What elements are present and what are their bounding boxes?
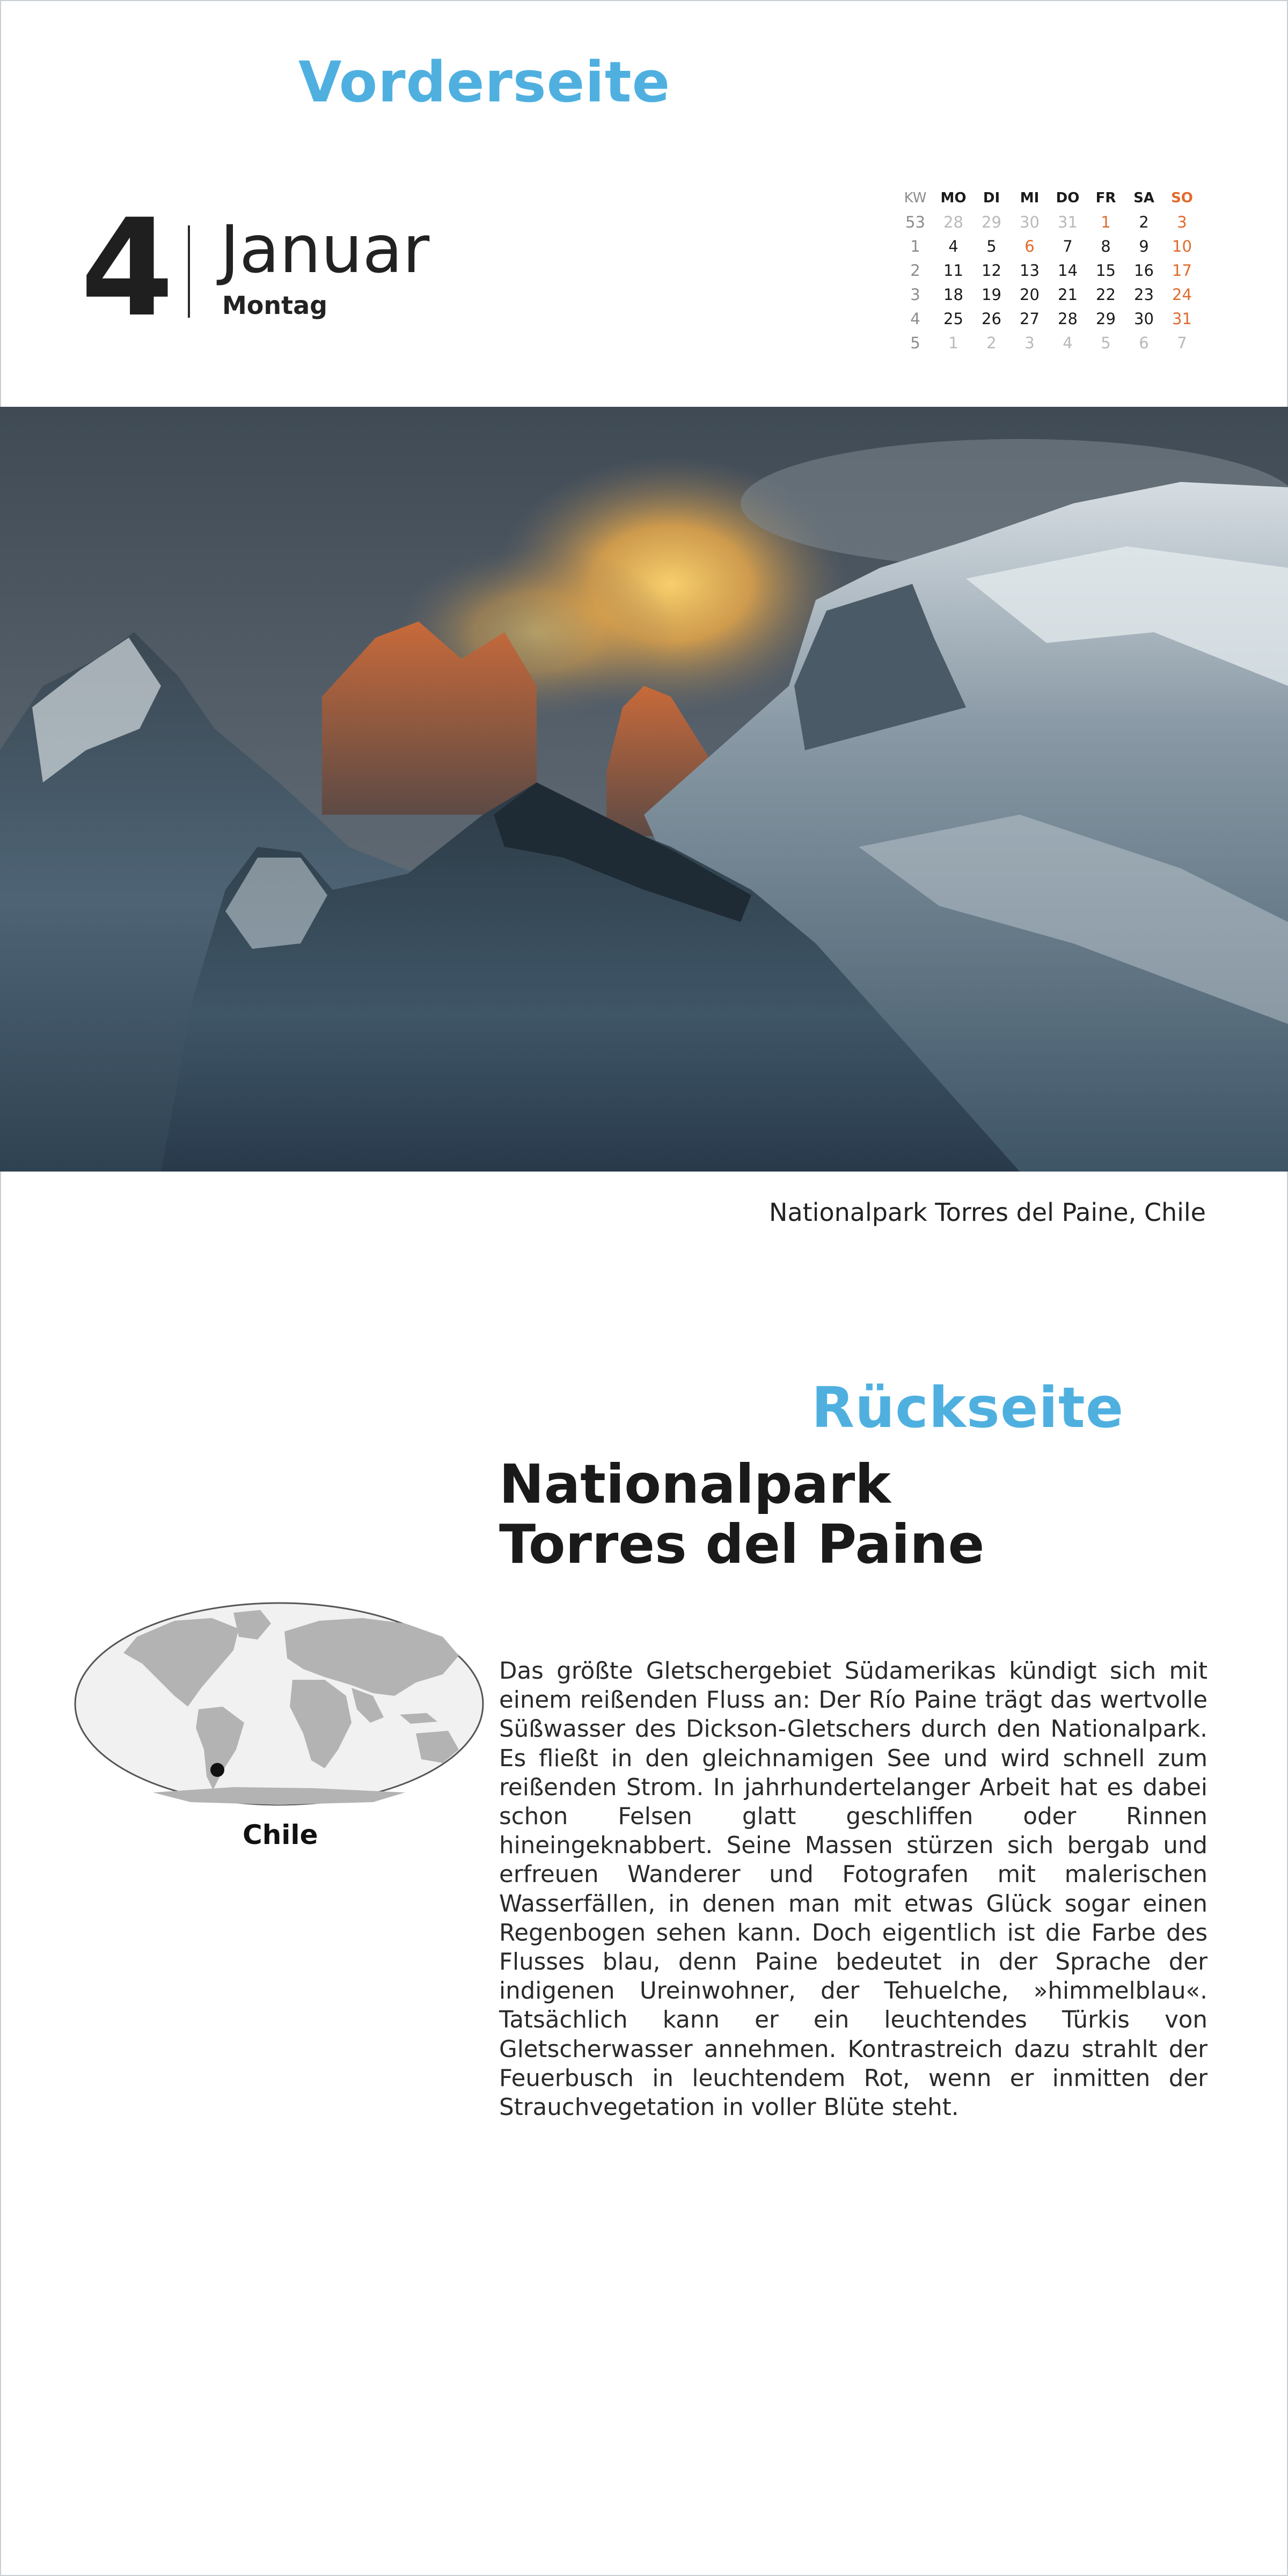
- calendar-day: 6: [1139, 333, 1149, 352]
- mountain-photo-illustration: [0, 407, 1288, 1172]
- day-number: 4: [80, 190, 174, 346]
- calendar-week-number: 1: [910, 237, 920, 255]
- calendar-week-row: [896, 210, 1201, 234]
- date-divider: [188, 225, 190, 318]
- calendar-day: 29: [1096, 309, 1116, 328]
- calendar-header-mo: MO: [940, 189, 967, 206]
- calendar-day: 1: [948, 333, 958, 352]
- calendar-week-number: 53: [905, 213, 925, 231]
- calendar-day: 11: [943, 261, 963, 280]
- calendar-day: 25: [943, 309, 963, 328]
- calendar-day: 7: [1177, 333, 1187, 352]
- calendar-day: 28: [943, 213, 963, 231]
- calendar-day: 30: [1020, 213, 1040, 231]
- calendar-day: 4: [948, 237, 958, 255]
- calendar-week-row: [896, 306, 1201, 331]
- calendar-day: 24: [1172, 285, 1192, 304]
- calendar-week-number: 4: [910, 309, 920, 328]
- calendar-day: 31: [1058, 213, 1078, 231]
- calendar-day: 21: [1058, 285, 1078, 304]
- calendar-header-kw: KW: [904, 189, 927, 206]
- calendar-day: 20: [1020, 285, 1040, 304]
- calendar-header-do: DO: [1056, 189, 1080, 206]
- calendar-day: 6: [1024, 237, 1035, 255]
- calendar-day: 14: [1058, 261, 1078, 280]
- calendar-day: 2: [986, 333, 997, 352]
- calendar-day: 10: [1172, 237, 1192, 255]
- mini-calendar: [896, 186, 1201, 355]
- landscape-photo: [0, 407, 1288, 1172]
- calendar-week-row: [896, 282, 1201, 306]
- back-side-label: Rückseite: [811, 1375, 1124, 1440]
- calendar-week-number: 2: [910, 261, 920, 280]
- calendar-day: 7: [1063, 237, 1073, 255]
- world-map: [72, 1599, 486, 1809]
- calendar-day: 1: [1101, 213, 1111, 231]
- description-text: Das größte Gletschergebiet Südamerikas kündigt sich mit einem reißenden Fluss an: Der Río Paine trägt das wertvolle Süßwasser des Dickson-Gletschers durch den Nationalpark. Es fließt in den gleichnamigen See und wird schnell zum reißenden Strom. In jahrhundertelanger Arbeit hat es dabei schon Felsen glatt geschliffen oder Rinnen hineingeknabbert. Seine Massen stürzen sich bergab und erfreuen Wanderer und Fotografen mit malerischen Wasserfällen, in denen man mit etwas Glück sogar einen Regenbogen sehen kann. Doch eigentlich ist die Farbe des Flusses blau, denn Paine bedeutet in der Sprache der indigenen Ureinwohner, der Tehuelche, »himmelblau«. Tatsächlich kann er ein leuchtendes Türkis von Gletscherwasser annehmen. Kontrastreich dazu strahlt der Feuerbusch in leuchtendem Rot, wenn er inmitten der Strauchvegetation in voller Blüte steht.: [499, 1658, 1208, 2121]
- calendar-day: 22: [1096, 285, 1116, 304]
- calendar-day: 12: [982, 261, 1001, 280]
- calendar-day: 27: [1020, 309, 1040, 328]
- calendar-header-row: [896, 186, 1201, 210]
- photo-caption: Nationalpark Torres del Paine, Chile: [769, 1198, 1206, 1227]
- calendar-week-row: [896, 258, 1201, 282]
- calendar-day: 9: [1139, 237, 1149, 255]
- calendar-day: 28: [1058, 309, 1078, 328]
- calendar-day: 8: [1101, 237, 1111, 255]
- calendar-week-row: [896, 234, 1201, 258]
- calendar-day: 19: [982, 285, 1001, 304]
- calendar-day: 18: [943, 285, 963, 304]
- back-title: [499, 1454, 1197, 1575]
- calendar-day: 31: [1172, 309, 1192, 328]
- calendar-day: 15: [1096, 261, 1116, 280]
- weekday-name: Montag: [222, 291, 328, 320]
- calendar-day: 17: [1172, 261, 1192, 280]
- calendar-header-fr: FR: [1095, 189, 1116, 206]
- calendar-week-number: 3: [910, 285, 920, 304]
- calendar-day: 23: [1134, 285, 1154, 304]
- calendar-day: 29: [982, 213, 1001, 231]
- calendar-header-di: DI: [983, 189, 1000, 206]
- calendar-day: 30: [1134, 309, 1154, 328]
- calendar-header-so: SO: [1171, 189, 1193, 206]
- calendar-day: 13: [1020, 261, 1040, 280]
- calendar-week-row: [896, 331, 1201, 355]
- calendar-day: 26: [982, 309, 1001, 328]
- back-title-line-1: Nationalpark: [499, 1453, 891, 1516]
- front-side-label: Vorderseite: [298, 49, 671, 115]
- calendar-day: 5: [1101, 333, 1111, 352]
- chile-location-marker: [210, 1763, 224, 1777]
- calendar-day: 3: [1024, 333, 1035, 352]
- calendar-day: 3: [1177, 213, 1187, 231]
- calendar-day: 5: [986, 237, 997, 255]
- month-name: Januar: [220, 211, 430, 288]
- back-title-line-2: Torres del Paine: [499, 1513, 985, 1576]
- map-label: Chile: [243, 1819, 318, 1850]
- calendar-day: 16: [1134, 261, 1154, 280]
- calendar-header-mi: MI: [1020, 189, 1040, 206]
- calendar-day: 2: [1139, 213, 1149, 231]
- calendar-week-number: 5: [910, 333, 920, 352]
- calendar-day: 4: [1063, 333, 1073, 352]
- calendar-header-sa: SA: [1133, 189, 1154, 206]
